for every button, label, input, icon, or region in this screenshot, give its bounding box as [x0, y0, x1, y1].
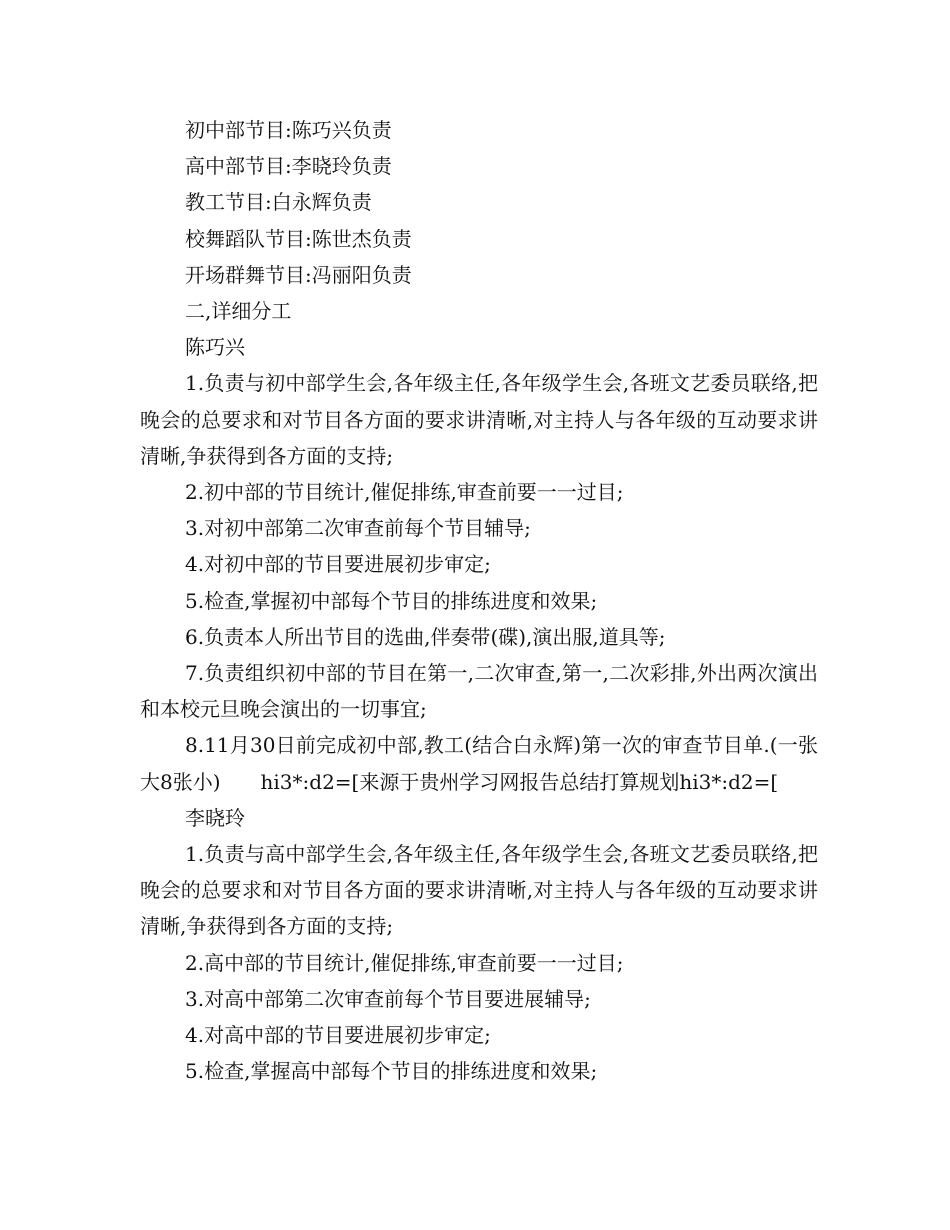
list-item: 4.对初中部的节目要进展初步审定; [185, 552, 491, 577]
person-heading-li-xiaoling: 李晓玲 [185, 805, 245, 830]
paragraph-junior-program: 初中部节目:陈巧兴负责 [185, 118, 392, 142]
list-item: 5.检查,掌握初中部每个节目的排练进度和效果; [185, 588, 598, 613]
paragraph-staff-program: 教工节目:白永辉负责 [185, 190, 372, 215]
paragraph-dance-team-program: 校舞蹈队节目:陈世杰负责 [185, 226, 412, 251]
paragraph-senior-program: 高中部节目:李晓玲负责 [185, 154, 392, 179]
person-heading-chen-qiaoxing: 陈巧兴 [185, 335, 245, 360]
list-item: 3.对高中部第二次审查前每个节目要进展辅导; [185, 986, 591, 1011]
list-item: 1.负责与高中部学生会,各年级主任,各年级学生会,各班文艺委员联络,把晚会的总要求和对节目各方面的要求讲清晰,对主持人与各年级的互动要求讲清晰,争获得到各方面的支持; [140, 842, 818, 939]
list-item: 2.高中部的节目统计,催促排练,审查前要一一过目; [185, 950, 624, 975]
list-item: 3.对初中部第二次审查前每个节目辅导; [185, 516, 531, 541]
list-item: 8.11月30日前完成初中部,教工(结合白永辉)第一次的审查节目单.(一张大8张小) hi3*:d2=[来源于贵州学习网报告总结打算规划hi3*:d2=[ [140, 733, 818, 794]
list-item: 7.负责组织初中部的节目在第一,二次审查,第一,二次彩排,外出两次演出和本校元旦晚会演出的一切事宜; [140, 661, 818, 722]
list-item: 2.初中部的节目统计,催促排练,审查前要一一过目; [185, 480, 624, 505]
list-item: 6.负责本人所出节目的选曲,伴奏带(碟),演出服,道具等; [185, 624, 666, 649]
document-body [140, 112, 818, 1089]
list-item: 1.负责与初中部学生会,各年级主任,各年级学生会,各班文艺委员联络,把晚会的总要求和对节目各方面的要求讲清晰,对主持人与各年级的互动要求讲清晰,争获得到各方面的支持; [140, 371, 818, 468]
list-item: 5.检查,掌握高中部每个节目的排练进度和效果; [185, 1059, 598, 1084]
list-item: 4.对高中部的节目要进展初步审定; [185, 1023, 491, 1048]
paragraph-opening-dance-program: 开场群舞节目:冯丽阳负责 [185, 262, 412, 287]
section-heading-detailed-division: 二,详细分工 [185, 299, 292, 324]
